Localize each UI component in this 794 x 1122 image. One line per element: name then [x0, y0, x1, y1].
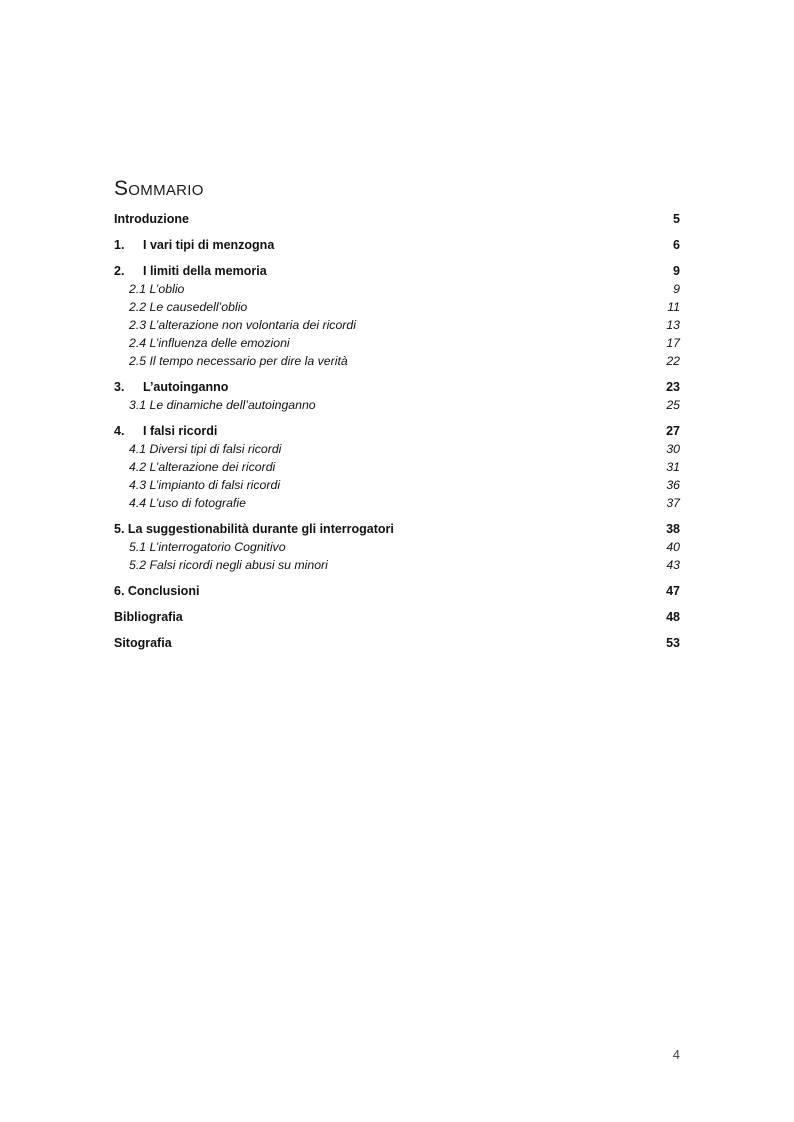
- toc-entry[interactable]: [114, 608, 680, 626]
- toc-entry-label: [129, 494, 246, 512]
- toc-entry-label: [129, 334, 290, 352]
- toc-entry-text: I falsi ricordi: [143, 424, 218, 438]
- toc-entry-label: [129, 298, 247, 316]
- toc-entry-page: 30: [666, 442, 680, 456]
- toc-entry-label: [114, 210, 189, 228]
- toc-subentry[interactable]: [114, 458, 680, 476]
- toc-entry-text: I limiti della memoria: [143, 264, 267, 278]
- toc-entry-page: 11: [667, 300, 680, 314]
- toc-entry-page: 48: [666, 610, 680, 624]
- toc-entry-text: 4.2 L’alterazione dei ricordi: [129, 460, 276, 474]
- toc-entry-page: 9: [673, 282, 680, 296]
- toc-entry-label: [129, 556, 328, 574]
- toc-entry-number: 4.: [114, 424, 125, 438]
- toc-entry-page: 25: [666, 398, 680, 412]
- toc-entry[interactable]: [114, 236, 680, 254]
- toc-entry-page: 36: [666, 478, 680, 492]
- toc-entry-text: Introduzione: [114, 212, 189, 226]
- toc-entry-page: 5: [673, 212, 680, 226]
- toc-entry-text: 2.4 L’influenza delle emozioni: [129, 336, 290, 350]
- toc-entry-page: 40: [666, 540, 680, 554]
- toc-entry[interactable]: [114, 378, 680, 396]
- toc-entry-number: 1.: [114, 238, 125, 252]
- toc-entry-label: [129, 440, 281, 458]
- toc-entry-text: 2.5 Il tempo necessario per dire la verità: [129, 354, 348, 368]
- toc-entry-label: [114, 262, 267, 280]
- toc-entry-page: 23: [666, 380, 680, 394]
- toc-subentry[interactable]: [114, 298, 680, 316]
- toc-entry-text: 5. La suggestionabilità durante gli interrogatori: [114, 522, 394, 536]
- toc-entry-label: [129, 458, 275, 476]
- toc-entry-text: L’autoinganno: [143, 380, 229, 394]
- toc-entry-text: 5.1 L’interrogatorio Cognitivo: [129, 540, 286, 554]
- page-number: 4: [672, 1047, 680, 1062]
- toc-entry-label: [129, 476, 280, 494]
- table-of-contents: [114, 210, 680, 652]
- toc-entry-text: I vari tipi di menzogna: [143, 238, 275, 252]
- toc-subentry[interactable]: [114, 494, 680, 512]
- toc-subentry[interactable]: [114, 352, 680, 370]
- toc-entry-label: [114, 582, 199, 600]
- toc-entry-label: [129, 396, 316, 414]
- toc-entry-page: 13: [666, 318, 680, 332]
- toc-entry-text: 4.3 L’impianto di falsi ricordi: [129, 478, 281, 492]
- toc-entry-text: 6. Conclusioni: [114, 584, 200, 598]
- toc-entry-label: [129, 352, 348, 370]
- toc-entry-label: [114, 236, 274, 254]
- toc-entry-page: 43: [666, 558, 680, 572]
- toc-entry-label: [114, 634, 172, 652]
- toc-entry[interactable]: [114, 262, 680, 280]
- toc-entry[interactable]: [114, 634, 680, 652]
- toc-entry-label: [129, 538, 286, 556]
- toc-subentry[interactable]: [114, 556, 680, 574]
- toc-subentry[interactable]: [114, 396, 680, 414]
- toc-entry-text: Sitografia: [114, 636, 172, 650]
- toc-entry[interactable]: [114, 210, 680, 228]
- toc-entry-label: [129, 280, 184, 298]
- toc-entry-label: [114, 378, 228, 396]
- toc-title: Sommario: [114, 177, 204, 200]
- toc-entry-page: 17: [666, 336, 680, 350]
- toc-entry[interactable]: [114, 582, 680, 600]
- toc-entry-label: [114, 608, 183, 626]
- toc-entry[interactable]: [114, 520, 680, 538]
- toc-entry-page: 6: [673, 238, 680, 252]
- toc-subentry[interactable]: [114, 538, 680, 556]
- toc-entry-label: [114, 422, 217, 440]
- toc-entry-text: 2.3 L’alterazione non volontaria dei ricordi: [129, 318, 356, 332]
- toc-subentry[interactable]: [114, 280, 680, 298]
- toc-entry-number: 3.: [114, 380, 125, 394]
- toc-entry-page: 31: [666, 460, 680, 474]
- toc-entry-text: 4.1 Diversi tipi di falsi ricordi: [129, 442, 282, 456]
- toc-entry-label: [114, 520, 394, 538]
- toc-subentry[interactable]: [114, 334, 680, 352]
- toc-entry-page: 53: [666, 636, 680, 650]
- toc-entry-text: 4.4 L’uso di fotografie: [129, 496, 246, 510]
- toc-entry-page: 38: [666, 522, 680, 536]
- toc-entry-page: 47: [666, 584, 680, 598]
- toc-entry-text: 2.2 Le causedell’oblio: [129, 300, 248, 314]
- toc-entry-page: 9: [673, 264, 680, 278]
- toc-entry-text: 3.1 Le dinamiche dell’autoinganno: [129, 398, 316, 412]
- toc-subentry[interactable]: [114, 476, 680, 494]
- toc-entry-text: 5.2 Falsi ricordi negli abusi su minori: [129, 558, 328, 572]
- toc-entry-page: 27: [666, 424, 680, 438]
- toc-entry[interactable]: [114, 422, 680, 440]
- toc-subentry[interactable]: [114, 440, 680, 458]
- toc-subentry[interactable]: [114, 316, 680, 334]
- toc-entry-text: 2.1 L’oblio: [129, 282, 185, 296]
- toc-entry-number: 2.: [114, 264, 125, 278]
- toc-entry-text: Bibliografia: [114, 610, 183, 624]
- toc-entry-page: 37: [666, 496, 680, 510]
- toc-entry-label: [129, 316, 356, 334]
- toc-entry-page: 22: [666, 354, 680, 368]
